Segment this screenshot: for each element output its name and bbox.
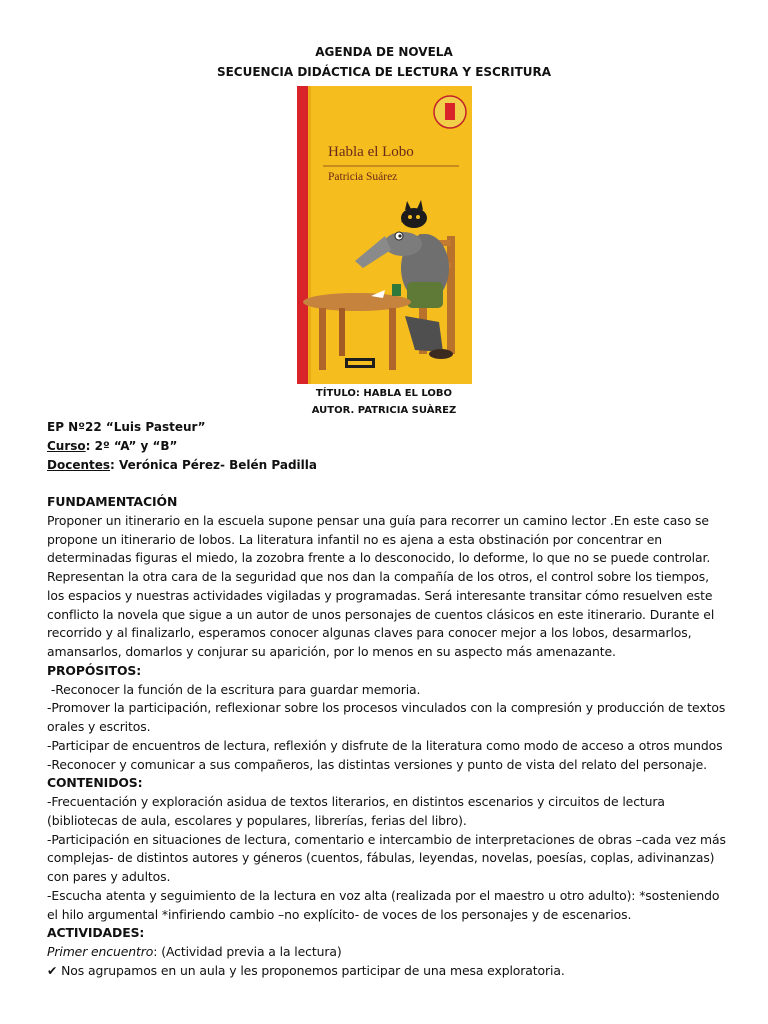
contenidos-heading: CONTENIDOS: [47, 775, 143, 791]
propositos-heading: PROPÓSITOS: [47, 662, 142, 678]
fundamentacion-heading: FUNDAMENTACIÓN [47, 494, 178, 509]
cover-title: Habla el Lobo [328, 144, 414, 160]
document-body [47, 493, 727, 981]
actividad-item: ✔ Nos agrupamos en un aula y les proponemos participar de una mesa exploratoria. [47, 962, 565, 978]
school-name: EP Nº22 “Luis Pasteur” [47, 420, 206, 434]
fundamentacion-paragraph: Proponer un itinerario en la escuela supone pensar una guía para recorrer un camino lector .En este caso se propone un itinerario de lobos. La literatura infantil no es ajena a esta obstinación por concentrar en determinadas figuras el miedo, la zozobra frente a lo desconocido, lo deforme, lo que no se puede controlar. Representan la otra cara de la seguridad que nos dan la compañía de los otros, el control sobre los tiempos, los espacios y nuestras actividades vigiladas y programadas. Será interesante transitar cómo resuelven este conflicto la novela que sigue a un autor de unos personajes de cuentos clásicos en este itinerario. Durante el recorrido y al finalizarlo, esperamos conocer algunas claves para conocer mejor a los lobos, desarmarlos, amansarlos, domarlos y conjurar su aparición, por lo menos en su aspecto más amenazante. [47, 512, 715, 659]
document-subtitle: SECUENCIA DIDÁCTICA DE LECTURA Y ESCRITURA [216, 65, 552, 79]
proposito-item: -Reconocer y comunicar a sus compañeros, las distintas versiones y punto de vista del relato del personaje. [47, 756, 707, 772]
contenido-item: -Frecuentación y exploración asidua de textos literarios, en distintos escenarios y circuitos de lectura (bibliotecas de aula, escolares y populares, librerías, ferias del libro). [47, 794, 665, 828]
caption-title: TÍTULO: HABLA EL LOBO [315, 388, 453, 399]
teachers-line [47, 457, 317, 473]
encuentro-label: Primer encuentro [47, 944, 154, 959]
contenido-item: -Escucha atenta y seguimiento de la lectura en voz alta (realizada por el maestro u otro adulto): *sosteniendo el hilo argumental *infiriendo cambio –no explícito- de voces de los personajes y de escenarios. [47, 887, 720, 922]
proposito-item: -Participar de encuentros de lectura, reflexión y disfrute de la literatura como modo de acceso a otros mundos [47, 737, 723, 753]
contenido-item: -Participación en situaciones de lectura, comentario e intercambio de interpretaciones de obras –cada vez más complejas- de distintos autores y géneros (cuentos, fábulas, leyendas, novelas, poesías, coplas, adivinanzas) con pares y adultos. [47, 831, 726, 884]
book-cover-image [297, 86, 472, 384]
course-label: Curso [47, 439, 86, 453]
course-line [47, 438, 177, 454]
teachers-label: Docentes [47, 458, 111, 472]
teachers-value: : Verónica Pérez- Belén Padilla [110, 458, 317, 472]
caption-author: AUTOR. PATRICIA SUÀREZ [311, 405, 457, 416]
course-value: : 2º “A” y “B” [85, 439, 178, 453]
book-cover-illustration [297, 86, 472, 384]
proposito-item: -Promover la participación, reflexionar sobre los procesos vinculados con la compresión y producción de textos orales y escritos. [47, 700, 726, 734]
actividades-heading: ACTIVIDADES: [47, 925, 145, 941]
encuentro-value: : (Actividad previa a la lectura) [153, 944, 342, 959]
encuentro-line [47, 943, 727, 962]
document-title: AGENDA DE NOVELA [315, 45, 453, 59]
proposito-item: -Reconocer la función de la escritura para guardar memoria. [47, 681, 421, 697]
cover-author: Patricia Suárez [328, 171, 398, 183]
